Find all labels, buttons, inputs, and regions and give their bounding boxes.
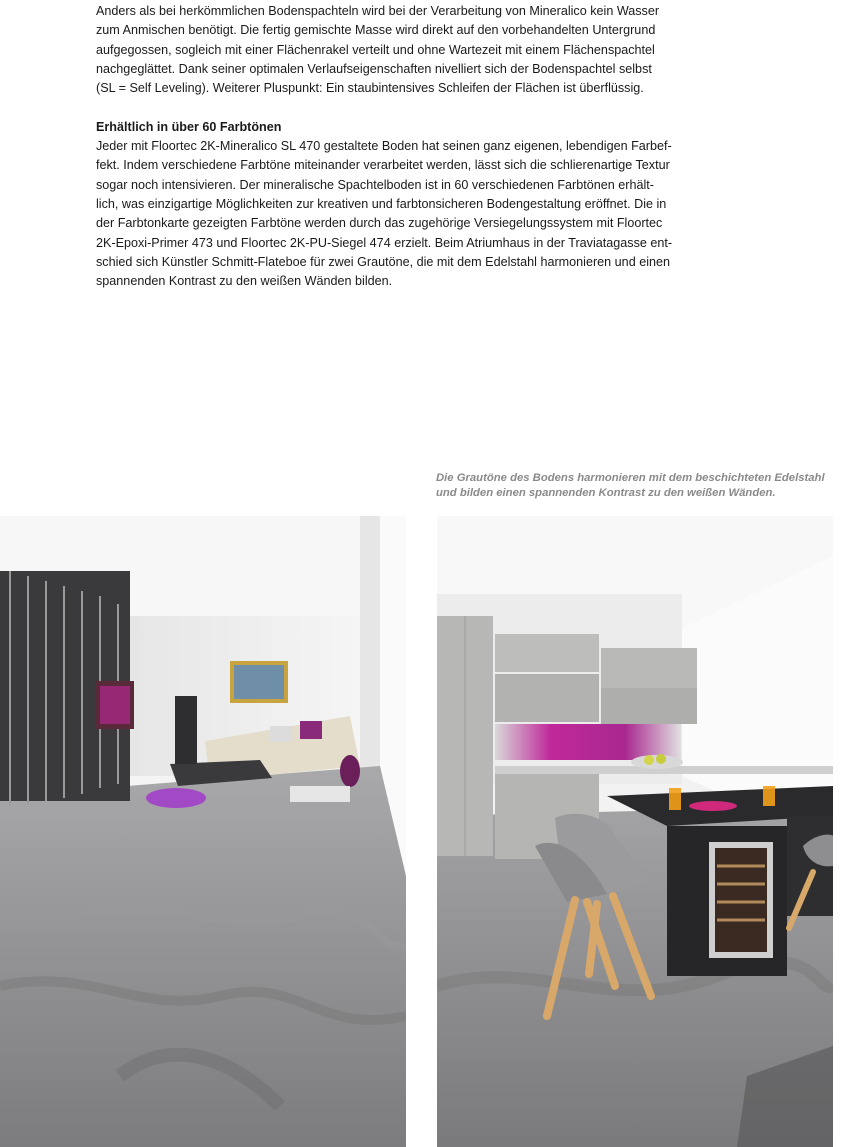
article-body	[96, 2, 696, 291]
article-paragraph-1: Anders als bei herkömmlichen Bodenspachteln wird bei der Verarbeitung von Mineralico kein Wasser zum Anmischen benötigt. Die fertig gemischte Masse wird direkt auf den vorbehandelten Untergrund aufgegossen, sogleich mit einer Flächenrakel verteilt und ohne Wartezeit mit einem Flächenspachtel nachgeglättet. Dank seiner optimalen Verlaufseigenschaften nivelliert sich der Bodenspachtel selbst (SL = Self Leveling). Weiterer Pluspunkt: Ein staubintensives Schleifen der Flächen ist überflüssig.	[96, 4, 660, 96]
kitchen-photo	[437, 516, 833, 1147]
photo-caption: Die Grautöne des Bodens harmonieren mit dem beschichteten Edelstahl und bilden einen spannenden Kontrast zu den weißen Wänden.	[436, 472, 825, 499]
living-room-photo	[0, 516, 406, 1147]
article-subheading: Erhältlich in über 60 Farbtönen	[96, 119, 282, 134]
article-paragraph-2: Jeder mit Floortec 2K-Mineralico SL 470 gestaltete Boden hat seinen ganz eigenen, lebendigen Farbef- fekt. Indem verschiedene Farbtöne miteinander verarbeitet werden, lässt sich die schlierenartige Textur sogar noch intensivieren. Der mineralische Spachtelboden ist in 60 verschiedenen Farbtönen erhält- lich, was einzigartige Möglichkeiten zur kreativen und farbtonsicheren Bodengestaltung eröffnet. Die in der Farbtonkarte gezeigten Farbtöne werden durch das zugehörige Versiegelungssystem mit Floortec 2K-Epoxi-Primer 473 und Floortec 2K-PU-Siegel 474 erzielt. Beim Atriumhaus in der Traviatagasse ent- schied sich Künstler Schmitt-Flateboe für zwei Grautöne, die mit dem Edelstahl harmonieren und einen spannenden Kontrast zu den weißen Wänden bilden.	[96, 139, 673, 289]
